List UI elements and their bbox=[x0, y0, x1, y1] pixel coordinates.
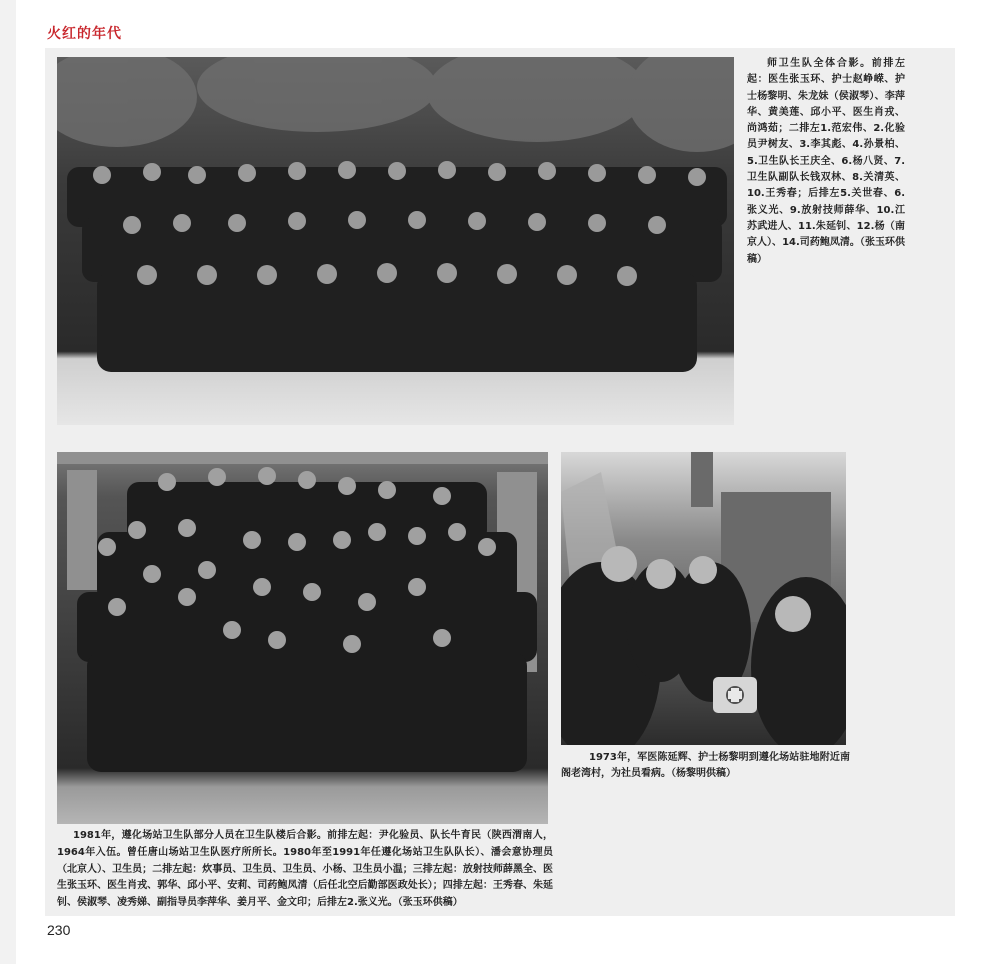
village-photo-image bbox=[561, 452, 846, 745]
page-number: 230 bbox=[47, 922, 71, 938]
right-photo-caption: 1973年，军医陈延辉、护士杨黎明到遵化场站驻地附近南阁老湾村，为社员看病。（杨黎明供稿） bbox=[561, 752, 850, 780]
team-photo-image bbox=[57, 452, 548, 824]
page-edge-strip bbox=[0, 0, 16, 964]
village-checkup-photo bbox=[561, 452, 846, 745]
left-photo-caption: 1981年，遵化场站卫生队部分人员在卫生队楼后合影。前排左起：尹化验员、队长牛育民（陕西渭南人，1964年入伍。曾任唐山场站卫生队医疗所所长。1980年至1991年任遵化场站卫生队队长）、潘会意协理员（北京人）、卫生员；二排左起：炊事员、卫生员、卫生员、小杨、卫生员小温；三排左起：放射技师薛黑全、医生张玉环、医生肖戎、郭华、邱小平、安莉、司药鲍凤清（后任北空后勤部医政处长）；四排左起：王秀春、朱延钊、侯淑琴、凌秀娣、副指导员李萍华、姜月平、金文印；后排左2.张义光。（张玉环供稿） bbox=[57, 830, 553, 909]
group-photo-image bbox=[57, 57, 734, 425]
health-team-1981-photo bbox=[57, 452, 548, 824]
section-title: 火红的年代 bbox=[47, 26, 122, 42]
top-photo-caption: 师卫生队全体合影。前排左起：医生张玉环、护士赵峥嵘、护士杨黎明、朱龙妹（侯淑琴）、李萍华、黄美莲、邱小平、医生肖戎、尚鸿茹；二排左1.范宏伟、2.化验员尹树友、3.李其彪、4.孙景柏、5.卫生队长王庆全、6.杨八贤、7.卫生队副队长钱双林、8.关清英、10.王秀春；后排左5.关世春、6.张义光、9.放射技师薛华、10.江苏武进人、11.朱延钊、12.杨（南京人）、14.司药鲍凤清。（张玉环供稿） bbox=[747, 58, 905, 265]
medical-team-group-photo bbox=[57, 57, 734, 425]
